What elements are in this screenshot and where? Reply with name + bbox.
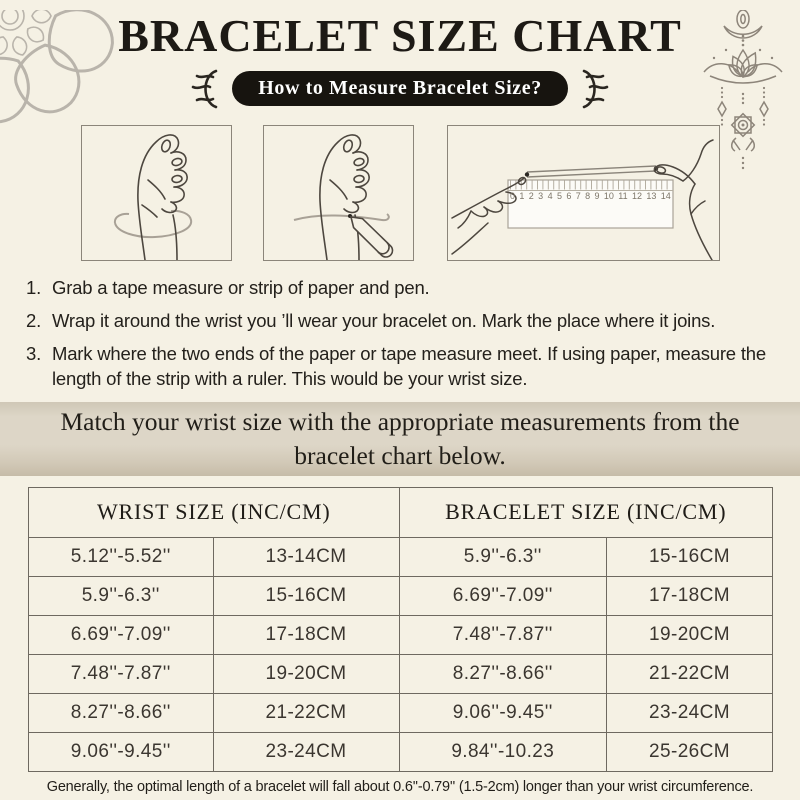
table-header-row: [29, 487, 773, 537]
step-item: [26, 308, 771, 333]
wrist-cm-cell: 21-22CM: [213, 693, 399, 732]
wrist-inches-cell: 5.9''-6.3'': [29, 576, 214, 615]
wrist-cm-cell: 13-14CM: [213, 537, 399, 576]
table-row: [29, 576, 773, 615]
step-item: [26, 275, 771, 300]
step-text: Grab a tape measure or strip of paper and pen.: [52, 276, 430, 298]
squiggle-ornament-right-icon: [580, 68, 614, 110]
illustration-wrap-tape: [81, 125, 232, 261]
table-row: [29, 693, 773, 732]
bracelet-inches-cell: 9.84''-10.23: [399, 732, 607, 771]
bracelet-inches-cell: 6.69''-7.09'': [399, 576, 607, 615]
squiggle-ornament-left-icon: [186, 68, 220, 110]
size-table: [28, 487, 773, 772]
step-number: 2.: [26, 310, 42, 332]
match-banner: [0, 402, 800, 476]
illustration-measure-ruler: [447, 125, 720, 261]
bracelet-inches-cell: 5.9''-6.3'': [399, 537, 607, 576]
bracelet-inches-cell: 8.27''-8.66'': [399, 654, 607, 693]
bracelet-cm-cell: 17-18CM: [607, 576, 773, 615]
bracelet-inches-cell: 7.48''-7.87'': [399, 615, 607, 654]
wrist-size-header: WRIST SIZE (INC/CM): [29, 487, 400, 537]
table-row: [29, 615, 773, 654]
bracelet-inches-cell: 9.06''-9.45'': [399, 693, 607, 732]
wrist-inches-cell: 5.12''-5.52'': [29, 537, 214, 576]
wrist-cm-cell: 15-16CM: [213, 576, 399, 615]
bracelet-cm-cell: 21-22CM: [607, 654, 773, 693]
match-banner-text: Match your wrist size with the appropriate measurements from the bracelet chart below.: [60, 407, 740, 470]
wrist-cm-cell: 23-24CM: [213, 732, 399, 771]
page-title: BRACELET SIZE CHART: [118, 10, 682, 61]
step-number: 3.: [26, 343, 42, 365]
badge-row: [0, 70, 800, 108]
wrist-cm-cell: 19-20CM: [213, 654, 399, 693]
measure-steps: [26, 275, 771, 392]
footer-note: Generally, the optimal length of a bracelet will fall about 0.6''-0.79'' (1.5-2cm) longer than your wrist circumference.: [46, 778, 754, 795]
wrist-inches-cell: 8.27''-8.66'': [29, 693, 214, 732]
table-row: [29, 537, 773, 576]
wrist-inches-cell: 9.06''-9.45'': [29, 732, 214, 771]
step-text: Wrap it around the wrist you ’ll wear your bracelet on. Mark the place where it joins.: [52, 310, 716, 332]
wrist-inches-cell: 6.69''-7.09'': [29, 615, 214, 654]
how-to-measure-badge: How to Measure Bracelet Size?: [232, 71, 568, 106]
bracelet-cm-cell: 23-24CM: [607, 693, 773, 732]
table-row: [29, 732, 773, 771]
wrist-cm-cell: 17-18CM: [213, 615, 399, 654]
wrist-inches-cell: 7.48''-7.87'': [29, 654, 214, 693]
step-text: Mark where the two ends of the paper or tape measure meet. If using paper, measure the length of the strip with a ruler. This would be your wrist size.: [52, 343, 766, 390]
bracelet-size-chart-infographic: [0, 10, 800, 800]
bracelet-size-header: BRACELET SIZE (INC/CM): [399, 487, 773, 537]
illustration-row: [0, 125, 800, 261]
bracelet-cm-cell: 25-26CM: [607, 732, 773, 771]
illustration-mark-pen: [263, 125, 414, 261]
bracelet-cm-cell: 15-16CM: [607, 537, 773, 576]
step-number: 1.: [26, 276, 42, 298]
bracelet-cm-cell: 19-20CM: [607, 615, 773, 654]
table-row: [29, 654, 773, 693]
step-item: [26, 341, 771, 391]
ruler-number-scale: 0 1 2 3 4 5 6 7 8 9 10 11 12 13 14: [510, 190, 671, 201]
